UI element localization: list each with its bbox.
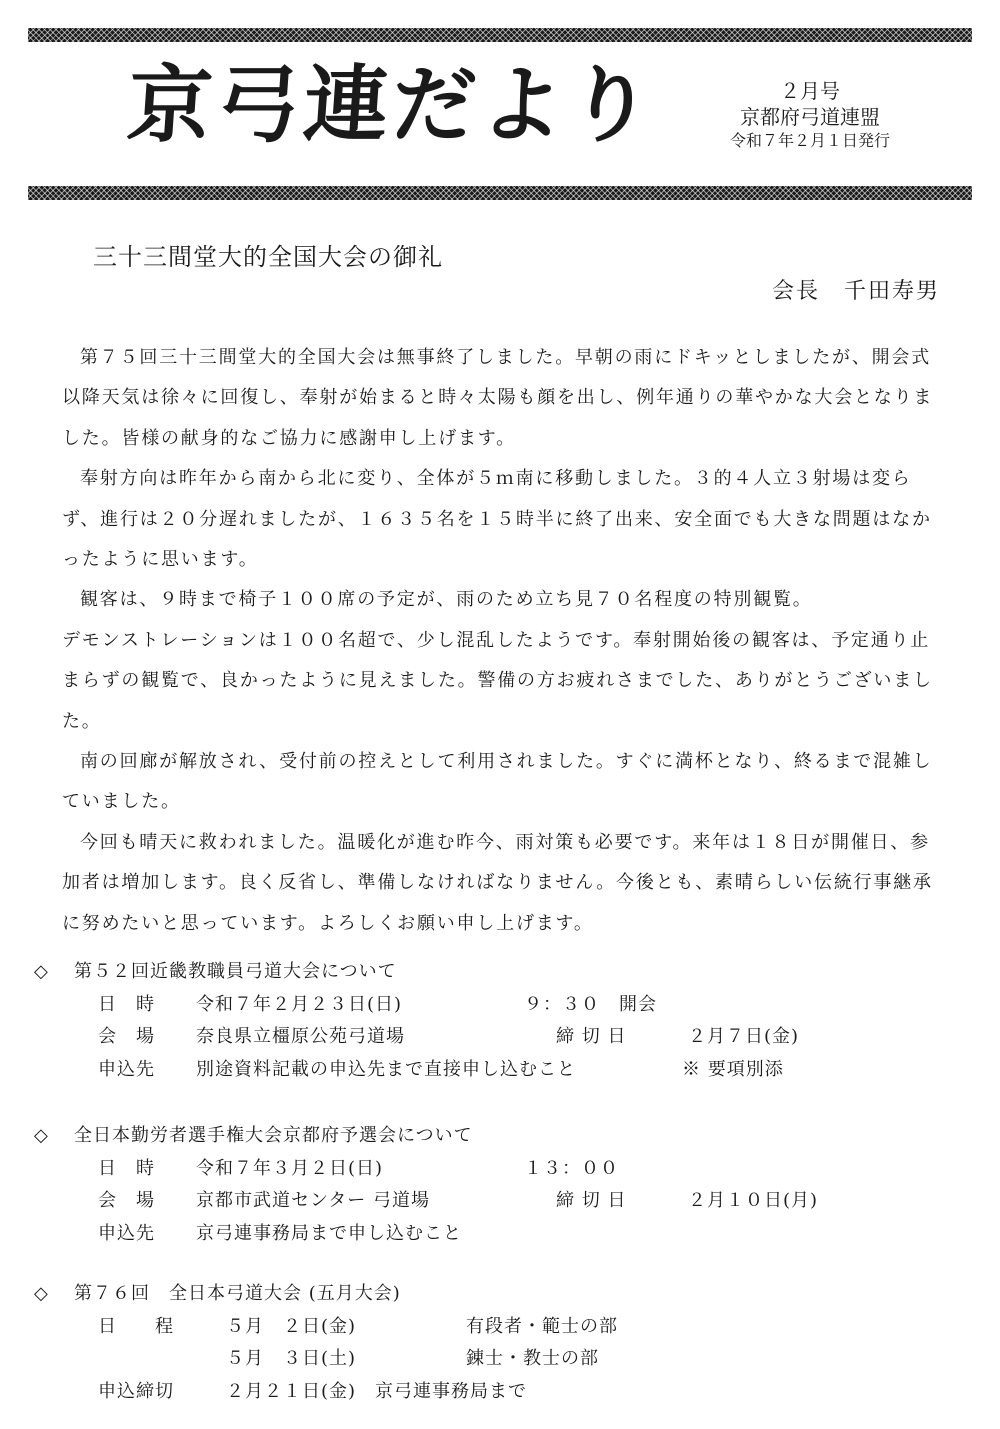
row-deadline: ２月１０日(月) [688,1190,819,1211]
row-value: ５月 ２日(金) [226,1315,357,1337]
row-extra: 締 切 日 [556,1026,627,1047]
notice-title: 第５２回近畿教職員弓道大会について [74,961,397,982]
masthead-title: 京弓連だより [124,55,660,154]
row-value: 令和７年３月２日(日) [196,1157,384,1179]
article-paragraph: デモンストレーションは１００名超で、少し混乱したようです。奉射開始後の観客は、予定通り止まらずの観覧で、良かったように見えました。警備の方お疲れさまでした、ありがとうございました。 [62,629,933,732]
row-value: 別途資料記載の申込先まで直接申し込むこと [196,1058,576,1080]
row-value: ５月 ３日(土) [226,1348,357,1369]
row-label: 会 場 [98,1190,155,1211]
row-deadline: ２月７日(金) [688,1026,800,1047]
row-label: 申込先 [98,1222,155,1244]
article-paragraph: 今回も晴天に救われました。温暖化が進む昨今、雨対策も必要です。来年は１８日が開催日、参加者は増加します。良く反省し、準備しなければなりません。今後とも、素晴らしい伝統行事継承に努めたいと思っています。よろしくお願い申し上げます。 [62,831,933,934]
notice-row [34,1185,934,1218]
issue-number: ２月号 [780,79,840,103]
row-extra: 有段者・範士の部 [466,1315,618,1337]
article-body [62,338,942,944]
notice-row [34,1311,934,1344]
notice-kinki-teachers [34,956,934,1086]
masthead-bottom-border [28,186,972,200]
row-label: 申込先 [98,1058,155,1080]
diamond-icon: ◇ [34,961,49,982]
notice-row [34,1376,934,1409]
notice-row [34,1153,934,1186]
article-paragraph: 観客は、９時まで椅子１００席の予定が、雨のため立ち見７０名程度の特別観覧。 [80,589,813,611]
row-extra: ９：３０ 開会 [524,993,657,1015]
notice-row [34,1343,934,1376]
row-label: 日 時 [98,1157,155,1179]
row-label: 申込締切 [98,1380,174,1402]
notice-title: 第７６回 全日本弓道大会 (五月大会) [74,1283,401,1304]
article-author: 会長 千田寿男 [771,279,940,304]
article-paragraph: 奉射方向は昨年から南から北に変り、全体が５ｍ南に移動しました。３的４人立３射場は変らず、進行は２０分遅れましたが、１６３５名を１５時半に終了出来、安全面でも大きな問題はなかったように思います。 [62,468,932,571]
diamond-icon: ◇ [34,1125,49,1146]
row-value: 令和７年２月２３日(日) [196,993,403,1015]
notice-all-japan-may [34,1278,934,1408]
notice-heading [34,956,934,989]
article-paragraph: 南の回廊が解放され、受付前の控えとして利用されました。すぐに満杯となり、終るまで混雑していました。 [62,751,933,813]
row-value: ２月２１日(金) 京弓連事務局まで [226,1380,528,1402]
masthead-top-border [28,28,972,42]
publisher-name: 京都府弓道連盟 [740,105,880,129]
row-label: 会 場 [98,1026,155,1047]
notice-title: 全日本勤労者選手権大会京都府予選会について [74,1125,473,1146]
row-extra: ※ 要項別添 [682,1058,784,1080]
row-label: 日 程 [98,1315,174,1337]
row-extra: 錬士・教士の部 [466,1348,599,1369]
row-value: 奈良県立橿原公苑弓道場 [196,1026,405,1047]
row-value: 京弓連事務局まで申し込むこと [196,1222,462,1244]
publish-date: 令和７年２月１日発行 [729,131,890,150]
diamond-icon: ◇ [34,1283,49,1304]
notice-heading [34,1120,934,1153]
row-extra: １３：００ [524,1157,619,1179]
row-label: 日 時 [98,993,155,1015]
notice-heading [34,1278,934,1311]
article-title: 三十三間堂大的全国大会の御礼 [93,243,443,271]
notice-row [34,1021,934,1054]
issue-info [700,78,920,152]
row-value: 京都市武道センター 弓道場 [196,1190,431,1211]
notice-workers-championship [34,1120,934,1250]
notice-row [34,1218,934,1251]
row-extra: 締 切 日 [556,1190,627,1211]
notice-row [34,1054,934,1087]
notice-row [34,989,934,1022]
article-paragraph: 第７５回三十三間堂大的全国大会は無事終了しました。早朝の雨にドキッとしましたが、開会式以降天気は徐々に回復し、奉射が始まると時々太陽も顔を出し、例年通りの華やかな大会となりました。皆様の献身的なご協力に感謝申し上げます。 [62,347,934,449]
